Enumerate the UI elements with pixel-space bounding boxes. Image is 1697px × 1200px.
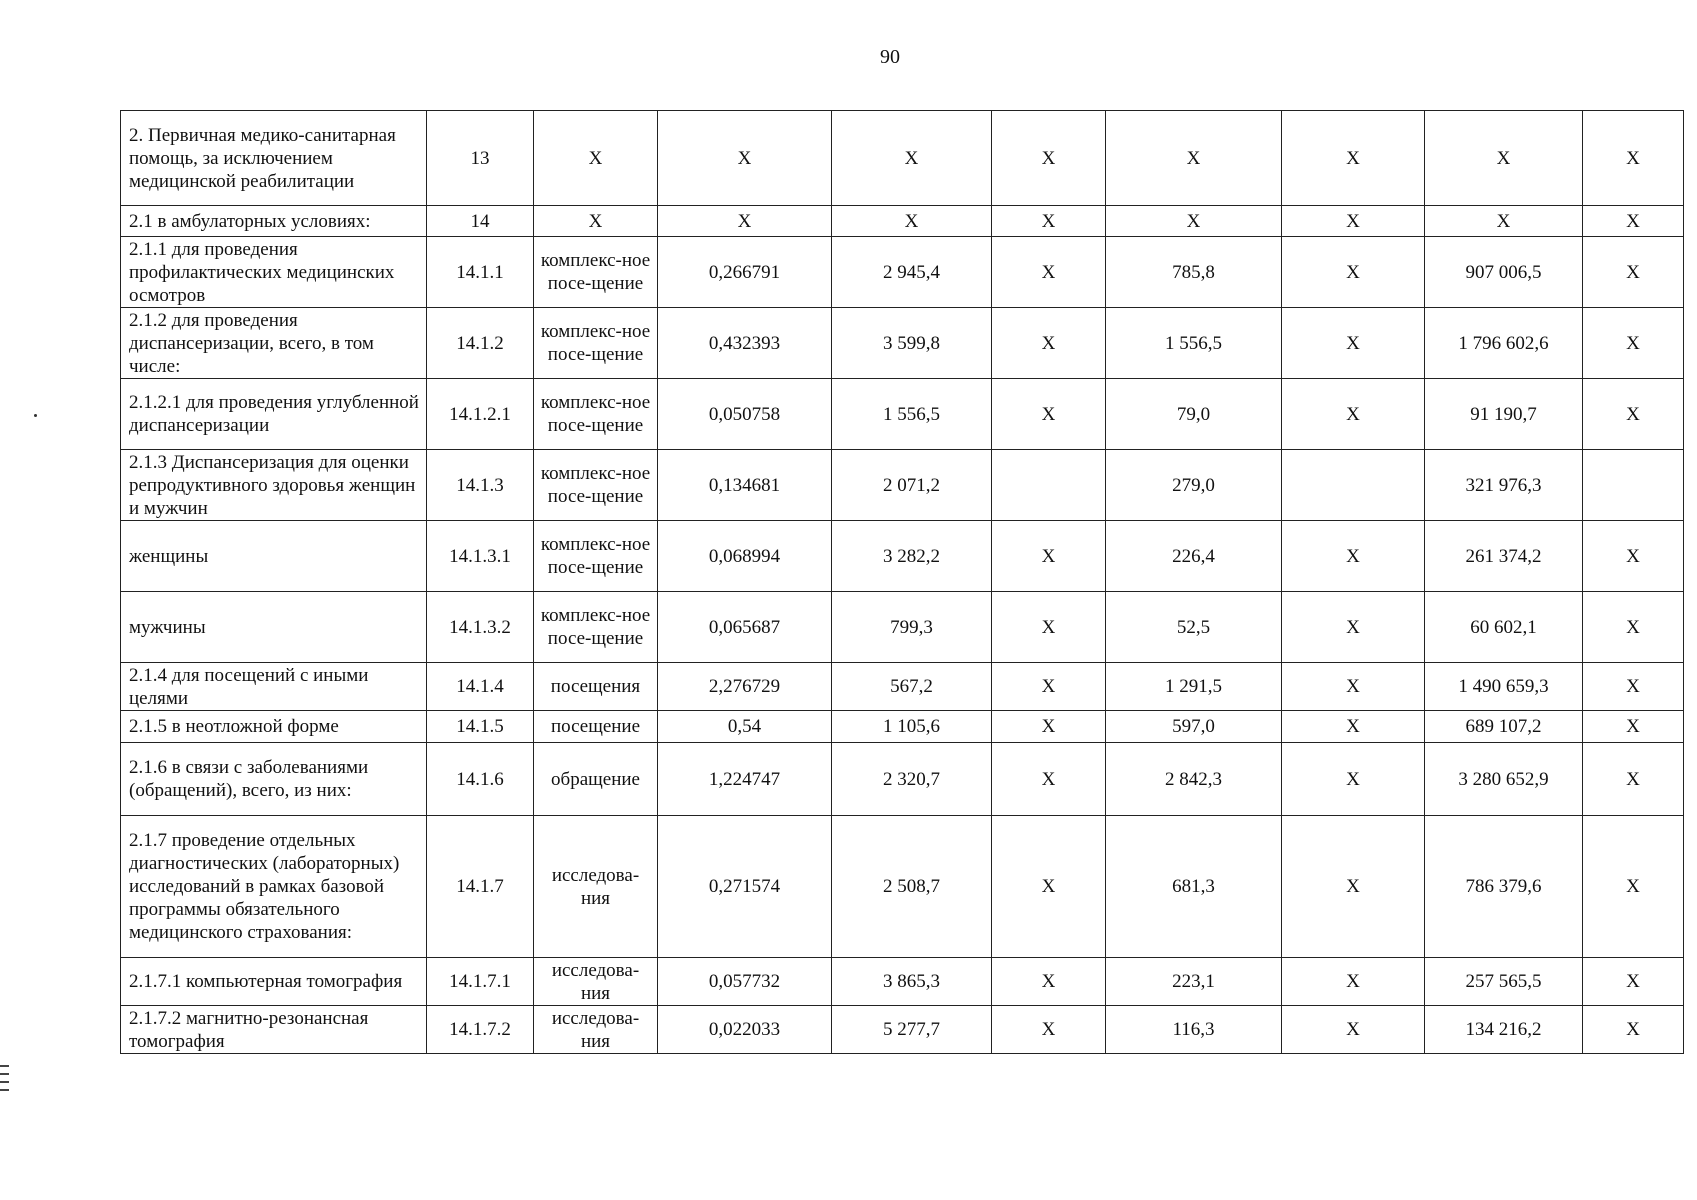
row-cost: 3 599,8 <box>832 308 992 379</box>
row-name: 2. Первичная медико-санитарная помощь, за исключением медицинской реабилитации <box>121 111 427 206</box>
row-name: 2.1.5 в неотложной форме <box>121 711 427 743</box>
row-col10 <box>1583 450 1684 521</box>
row-total: 257 565,5 <box>1425 958 1583 1006</box>
row-per-capita: 1 291,5 <box>1106 663 1282 711</box>
row-volume: 0,065687 <box>658 592 832 663</box>
table-row <box>121 816 1684 958</box>
row-volume: 1,224747 <box>658 743 832 816</box>
row-col10: X <box>1583 308 1684 379</box>
row-name: 2.1.3 Диспансеризация для оценки репродуктивного здоровья женщин и мужчин <box>121 450 427 521</box>
row-col8: X <box>1282 111 1425 206</box>
row-cost: 5 277,7 <box>832 1006 992 1054</box>
row-cost: 1 556,5 <box>832 379 992 450</box>
row-total: 3 280 652,9 <box>1425 743 1583 816</box>
row-col6: X <box>992 206 1106 237</box>
row-volume: 0,134681 <box>658 450 832 521</box>
row-col8: X <box>1282 379 1425 450</box>
row-col8: X <box>1282 1006 1425 1054</box>
row-name: 2.1 в амбулаторных условиях: <box>121 206 427 237</box>
row-per-capita: 681,3 <box>1106 816 1282 958</box>
row-name: 2.1.1 для проведения профилактических медицинских осмотров <box>121 237 427 308</box>
row-col8: X <box>1282 308 1425 379</box>
row-name: 2.1.2 для проведения диспансеризации, всего, в том числе: <box>121 308 427 379</box>
row-col6: X <box>992 592 1106 663</box>
table-row <box>121 743 1684 816</box>
row-cost: 567,2 <box>832 663 992 711</box>
row-per-capita: 226,4 <box>1106 521 1282 592</box>
row-per-capita: 1 556,5 <box>1106 308 1282 379</box>
table-row <box>121 206 1684 237</box>
row-unit: комплекс-ное посе-щение <box>534 521 658 592</box>
row-cost: 2 945,4 <box>832 237 992 308</box>
row-cost: 2 320,7 <box>832 743 992 816</box>
row-code: 14.1.3 <box>427 450 534 521</box>
row-col6: X <box>992 111 1106 206</box>
row-code: 14.1.7.2 <box>427 1006 534 1054</box>
row-unit: X <box>534 206 658 237</box>
row-col10: X <box>1583 592 1684 663</box>
row-total: 134 216,2 <box>1425 1006 1583 1054</box>
row-col10: X <box>1583 111 1684 206</box>
row-cost: 3 282,2 <box>832 521 992 592</box>
row-unit: обращение <box>534 743 658 816</box>
row-col8: X <box>1282 237 1425 308</box>
row-col8: X <box>1282 592 1425 663</box>
table-row <box>121 379 1684 450</box>
row-col8: X <box>1282 816 1425 958</box>
row-code: 14.1.7.1 <box>427 958 534 1006</box>
row-col10: X <box>1583 663 1684 711</box>
row-col10: X <box>1583 743 1684 816</box>
row-unit: комплекс-ное посе-щение <box>534 308 658 379</box>
row-col6 <box>992 450 1106 521</box>
table-row <box>121 958 1684 1006</box>
row-col10: X <box>1583 206 1684 237</box>
scan-speck <box>34 414 37 417</box>
row-col10: X <box>1583 711 1684 743</box>
row-code: 14.1.5 <box>427 711 534 743</box>
row-total: 60 602,1 <box>1425 592 1583 663</box>
table-row <box>121 237 1684 308</box>
table-row <box>121 711 1684 743</box>
row-total: 261 374,2 <box>1425 521 1583 592</box>
row-code: 14.1.7 <box>427 816 534 958</box>
row-per-capita: X <box>1106 206 1282 237</box>
row-col6: X <box>992 379 1106 450</box>
row-cost: 3 865,3 <box>832 958 992 1006</box>
row-col6: X <box>992 521 1106 592</box>
row-unit: комплекс-ное посе-щение <box>534 450 658 521</box>
row-per-capita: 785,8 <box>1106 237 1282 308</box>
table-row <box>121 592 1684 663</box>
row-per-capita: 597,0 <box>1106 711 1282 743</box>
row-name: 2.1.4 для посещений с иными целями <box>121 663 427 711</box>
row-total: X <box>1425 206 1583 237</box>
row-code: 14.1.2 <box>427 308 534 379</box>
row-cost: 2 508,7 <box>832 816 992 958</box>
row-volume: 0,266791 <box>658 237 832 308</box>
row-name: 2.1.6 в связи с заболеваниями (обращений), всего, из них: <box>121 743 427 816</box>
row-code: 13 <box>427 111 534 206</box>
row-total: 91 190,7 <box>1425 379 1583 450</box>
row-unit: X <box>534 111 658 206</box>
financing-table <box>120 110 1684 1054</box>
row-code: 14.1.2.1 <box>427 379 534 450</box>
row-volume: 0,54 <box>658 711 832 743</box>
row-col10: X <box>1583 958 1684 1006</box>
row-cost: 1 105,6 <box>832 711 992 743</box>
row-col6: X <box>992 816 1106 958</box>
row-col6: X <box>992 958 1106 1006</box>
row-cost: X <box>832 111 992 206</box>
row-total: 321 976,3 <box>1425 450 1583 521</box>
row-col10: X <box>1583 816 1684 958</box>
row-unit: комплекс-ное посе-щение <box>534 379 658 450</box>
binding-marks <box>0 1065 10 1097</box>
row-code: 14.1.3.2 <box>427 592 534 663</box>
row-code: 14.1.3.1 <box>427 521 534 592</box>
row-name: женщины <box>121 521 427 592</box>
row-per-capita: 79,0 <box>1106 379 1282 450</box>
row-code: 14.1.1 <box>427 237 534 308</box>
row-col8: X <box>1282 521 1425 592</box>
row-code: 14 <box>427 206 534 237</box>
row-name: 2.1.7.2 магнитно-резонансная томография <box>121 1006 427 1054</box>
row-volume: 0,432393 <box>658 308 832 379</box>
row-per-capita: 223,1 <box>1106 958 1282 1006</box>
row-col8: X <box>1282 958 1425 1006</box>
row-unit: исследова-ния <box>534 1006 658 1054</box>
row-total: 907 006,5 <box>1425 237 1583 308</box>
row-total: 689 107,2 <box>1425 711 1583 743</box>
row-name: 2.1.7.1 компьютерная томография <box>121 958 427 1006</box>
row-cost: 799,3 <box>832 592 992 663</box>
row-total: 1 490 659,3 <box>1425 663 1583 711</box>
row-unit: комплекс-ное посе-щение <box>534 237 658 308</box>
row-total: 786 379,6 <box>1425 816 1583 958</box>
table-row <box>121 521 1684 592</box>
table-row <box>121 308 1684 379</box>
row-total: 1 796 602,6 <box>1425 308 1583 379</box>
row-name: мужчины <box>121 592 427 663</box>
page-number: 90 <box>880 46 900 68</box>
row-col6: X <box>992 711 1106 743</box>
row-volume: X <box>658 111 832 206</box>
row-col8: X <box>1282 663 1425 711</box>
row-col10: X <box>1583 1006 1684 1054</box>
row-col8: X <box>1282 711 1425 743</box>
row-col8 <box>1282 450 1425 521</box>
row-volume: X <box>658 206 832 237</box>
row-col6: X <box>992 237 1106 308</box>
row-per-capita: X <box>1106 111 1282 206</box>
row-name: 2.1.2.1 для проведения углубленной диспансеризации <box>121 379 427 450</box>
row-cost: X <box>832 206 992 237</box>
row-volume: 0,057732 <box>658 958 832 1006</box>
table-row <box>121 450 1684 521</box>
row-col6: X <box>992 663 1106 711</box>
row-volume: 2,276729 <box>658 663 832 711</box>
row-cost: 2 071,2 <box>832 450 992 521</box>
row-volume: 0,050758 <box>658 379 832 450</box>
row-col10: X <box>1583 379 1684 450</box>
table-row <box>121 111 1684 206</box>
row-per-capita: 52,5 <box>1106 592 1282 663</box>
row-per-capita: 116,3 <box>1106 1006 1282 1054</box>
row-col6: X <box>992 743 1106 816</box>
row-unit: комплекс-ное посе-щение <box>534 592 658 663</box>
row-volume: 0,271574 <box>658 816 832 958</box>
row-unit: исследова-ния <box>534 958 658 1006</box>
row-col6: X <box>992 308 1106 379</box>
row-unit: посещения <box>534 663 658 711</box>
row-volume: 0,022033 <box>658 1006 832 1054</box>
row-per-capita: 279,0 <box>1106 450 1282 521</box>
row-col8: X <box>1282 743 1425 816</box>
row-per-capita: 2 842,3 <box>1106 743 1282 816</box>
row-col8: X <box>1282 206 1425 237</box>
row-col10: X <box>1583 521 1684 592</box>
row-col10: X <box>1583 237 1684 308</box>
row-code: 14.1.4 <box>427 663 534 711</box>
table-row <box>121 1006 1684 1054</box>
row-name: 2.1.7 проведение отдельных диагностических (лабораторных) исследований в рамках базовой программы обязательного медицинского страхования: <box>121 816 427 958</box>
row-code: 14.1.6 <box>427 743 534 816</box>
row-total: X <box>1425 111 1583 206</box>
row-volume: 0,068994 <box>658 521 832 592</box>
table-row <box>121 663 1684 711</box>
row-unit: исследова-ния <box>534 816 658 958</box>
row-unit: посещение <box>534 711 658 743</box>
row-col6: X <box>992 1006 1106 1054</box>
